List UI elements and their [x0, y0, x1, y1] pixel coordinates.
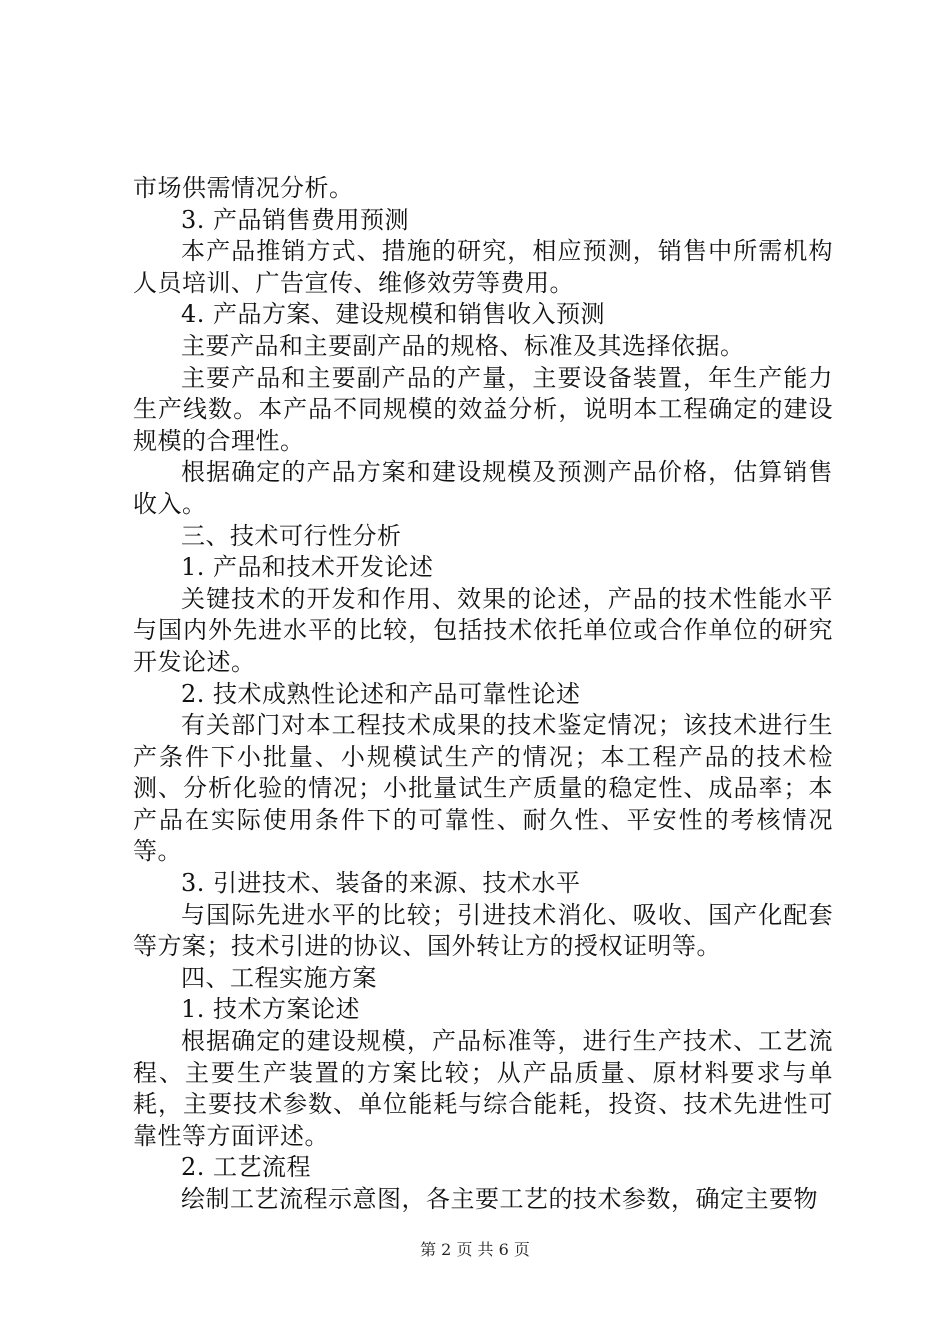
heading-technical-scheme: 1. 技术方案论述 — [181, 995, 361, 1024]
page-footer — [0, 1240, 950, 1260]
paragraph-process-diagram: 绘制工艺流程示意图，各主要工艺的技术参数，确定主要物 — [181, 1185, 818, 1213]
heading-tech-development: 1. 产品和技术开发论述 — [181, 553, 434, 582]
paragraph-international-comparison: 与国际先进水平的比较；引进技术消化、吸收、国产化配套等方案；技术引进的协议、国外转让方的授权证明等。 — [133, 900, 833, 961]
heading-imported-technology: 3. 引进技术、装备的来源、技术水平 — [181, 869, 581, 898]
section-heading-technical-feasibility: 三、技术可行性分析 — [181, 521, 402, 550]
heading-product-plan: 4. 产品方案、建设规模和销售收入预测 — [181, 300, 606, 329]
paragraph-continuation: 市场供需情况分析。 — [133, 174, 354, 202]
paragraph-key-technology: 关键技术的开发和作用、效果的论述，产品的技术性能水平与国内外先进水平的比较，包括技术依托单位或合作单位的研究开发论述。 — [133, 584, 833, 676]
section-heading-implementation-plan: 四、工程实施方案 — [181, 963, 377, 992]
paragraph-scheme-comparison: 根据确定的建设规模，产品标准等，进行生产技术、工艺流程、主要生产装置的方案比较；从产品质量、原材料要求与单耗，主要技术参数、单位能耗与综合能耗，投资、技术先进性可靠性等方面评述。 — [133, 1027, 833, 1150]
paragraph-tech-appraisal: 有关部门对本工程技术成果的技术鉴定情况；该技术进行生产条件下小批量、小规模试生产的情况；本工程产品的技术检测、分析化验的情况；小批量试生产质量的稳定性、成品率；本产品在实际使用条件下的可靠性、耐久性、平安性的考核情况等。 — [133, 711, 833, 866]
paragraph-product-output: 主要产品和主要副产品的产量，主要设备装置，年生产能力生产线数。本产品不同规模的效益分析，说明本工程确定的建设规模的合理性。 — [133, 363, 833, 455]
heading-process-flow: 2. 工艺流程 — [181, 1153, 312, 1182]
paragraph-product-specs: 主要产品和主要副产品的规格、标准及其选择依据。 — [181, 331, 745, 360]
paragraph-sales-cost: 本产品推销方式、措施的研究，相应预测，销售中所需机构人员培训、广告宣传、维修效劳等费用。 — [133, 237, 833, 297]
page-number-label: 第 2 页 共 6 页 — [420, 1240, 530, 1259]
heading-sales-cost-forecast: 3. 产品销售费用预测 — [181, 205, 410, 234]
document-body — [133, 173, 833, 1216]
paragraph-sales-income: 根据确定的产品方案和建设规模及预测产品价格，估算销售收入。 — [133, 458, 833, 518]
heading-tech-maturity: 2. 技术成熟性论述和产品可靠性论述 — [181, 679, 581, 708]
